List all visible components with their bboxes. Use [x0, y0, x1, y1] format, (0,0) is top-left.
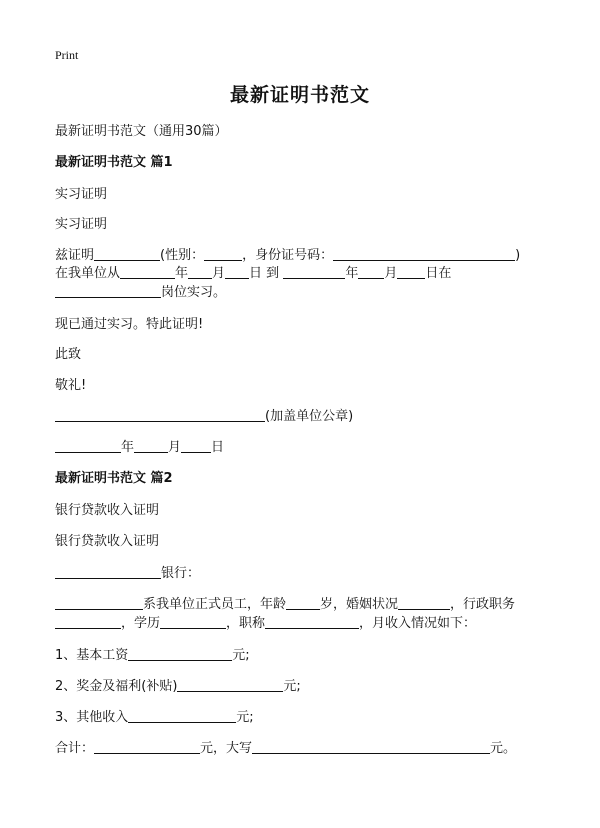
- section-2-form-line-2: [55, 612, 476, 631]
- section-1-form-line-3: [55, 281, 226, 300]
- text: 月: [168, 440, 182, 455]
- text: 岁，婚姻状况: [320, 597, 399, 612]
- section-1-paragraph-5: 敬礼!: [55, 378, 87, 393]
- year-blank: [55, 438, 121, 453]
- text: 兹证明: [55, 248, 95, 263]
- text: 日: [211, 440, 225, 455]
- text: 合计：: [55, 741, 95, 756]
- text: ，行政职务: [450, 597, 516, 612]
- section-1-form-line-1: [55, 244, 520, 263]
- bank-blank: [55, 564, 161, 579]
- income-total-line: [55, 737, 516, 756]
- text: 元，大写: [200, 741, 253, 756]
- text: 年: [345, 266, 359, 281]
- text: 元;: [232, 648, 250, 663]
- text: ，月收入情况如下：: [359, 616, 477, 631]
- text: (性别：: [160, 248, 205, 263]
- employee-name-blank: [55, 595, 143, 610]
- income-item-1: [55, 644, 250, 663]
- title-blank: [55, 614, 121, 629]
- text: 年: [121, 440, 135, 455]
- text: 系我单位正式员工，年龄: [143, 597, 287, 612]
- text: (加盖单位公章): [265, 409, 354, 424]
- text: 银行：: [161, 566, 201, 581]
- section-1-paragraph-3: 现已通过实习。特此证明!: [55, 317, 204, 332]
- professional-title-blank: [265, 614, 359, 629]
- position-blank: [55, 283, 161, 298]
- total-blank: [94, 739, 200, 754]
- section-1-paragraph-2: 实习证明: [55, 217, 108, 232]
- income-item-2: [55, 675, 301, 694]
- end-day-blank: [397, 264, 425, 279]
- section-1-form-line-2: [55, 262, 451, 281]
- section-1-heading: 最新证明书范文 篇1: [55, 155, 173, 170]
- text: 2、奖金及福利(补贴): [55, 679, 178, 694]
- id-number-blank: [333, 246, 515, 261]
- text: ，身份证号码：: [242, 248, 334, 263]
- document-subtitle: 最新证明书范文（通用30篇）: [55, 124, 228, 139]
- start-year-blank: [120, 264, 175, 279]
- text: 在我单位从: [55, 266, 121, 281]
- section-1-date-line: [55, 436, 224, 455]
- text: 1、基本工资: [55, 648, 129, 663]
- organization-blank: [55, 407, 265, 422]
- text: ): [515, 248, 521, 263]
- section-2-form-line-1: [55, 593, 515, 612]
- basic-salary-blank: [128, 646, 232, 661]
- text: ，职称: [226, 616, 266, 631]
- month-blank: [134, 438, 168, 453]
- text: 月: [384, 266, 398, 281]
- total-in-words-blank: [252, 739, 490, 754]
- text: 元。: [490, 741, 517, 756]
- text: 元;: [283, 679, 301, 694]
- section-2-paragraph-1: 银行贷款收入证明: [55, 503, 160, 518]
- section-2-bank-line: [55, 562, 200, 581]
- text: 年: [175, 266, 189, 281]
- section-1-paragraph-1: 实习证明: [55, 187, 108, 202]
- text: 日 到: [249, 266, 280, 281]
- education-blank: [160, 614, 226, 629]
- start-day-blank: [225, 264, 249, 279]
- section-1-seal-line: [55, 405, 353, 424]
- document-title: 最新证明书范文: [229, 84, 370, 106]
- text: ，学历: [121, 616, 161, 631]
- gender-blank: [204, 246, 242, 261]
- age-blank: [286, 595, 320, 610]
- end-year-blank: [283, 264, 345, 279]
- text: 月: [212, 266, 226, 281]
- end-month-blank: [358, 264, 384, 279]
- text: 岗位实习。: [161, 285, 227, 300]
- day-blank: [181, 438, 211, 453]
- marital-status-blank: [398, 595, 450, 610]
- section-1-paragraph-4: 此致: [55, 347, 82, 362]
- income-item-3: [55, 706, 254, 725]
- section-2-heading: 最新证明书范文 篇2: [55, 471, 173, 486]
- other-income-blank: [128, 708, 236, 723]
- print-label: Print: [55, 48, 79, 62]
- name-blank: [94, 246, 160, 261]
- start-month-blank: [188, 264, 212, 279]
- text: 日在: [425, 266, 452, 281]
- section-2-paragraph-2: 银行贷款收入证明: [55, 534, 160, 549]
- bonus-blank: [177, 677, 283, 692]
- text: 3、其他收入: [55, 710, 129, 725]
- text: 元;: [236, 710, 254, 725]
